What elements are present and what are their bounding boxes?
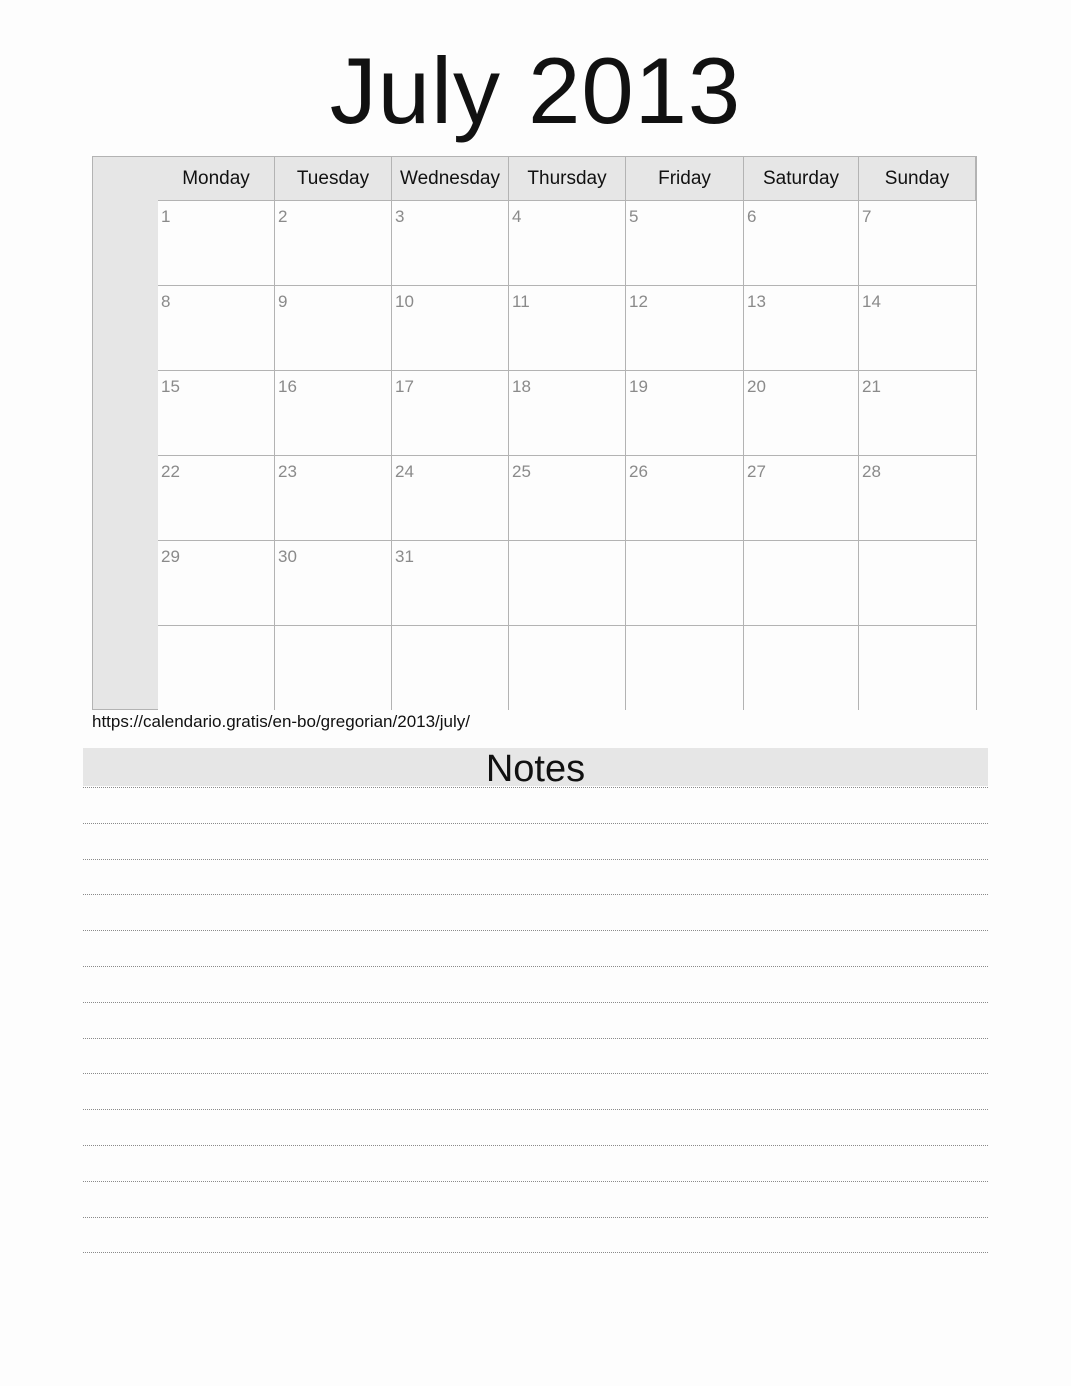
day-number: 15 (161, 377, 180, 396)
day-number: 1 (161, 207, 171, 226)
weekday-header: Thursday (509, 157, 626, 200)
week-number-column (93, 157, 159, 709)
calendar-grid (92, 156, 977, 710)
day-cell (859, 626, 976, 710)
day-number: 4 (512, 207, 522, 226)
note-line (83, 1073, 988, 1074)
day-cell (509, 541, 626, 626)
weekday-header: Saturday (744, 157, 859, 200)
day-number: 25 (512, 462, 531, 481)
day-number: 28 (862, 462, 881, 481)
day-number: 11 (512, 292, 530, 311)
day-number: 18 (512, 377, 531, 396)
day-cell (859, 541, 976, 626)
note-line (83, 859, 988, 860)
note-line (83, 1002, 988, 1003)
day-number: 6 (747, 207, 757, 226)
day-cell (626, 626, 744, 710)
day-number: 9 (278, 292, 288, 311)
weekday-header: Sunday (859, 157, 976, 200)
day-cell (626, 201, 744, 286)
day-cell (158, 456, 275, 541)
day-cell (626, 286, 744, 371)
day-number: 12 (629, 292, 648, 311)
day-cell (744, 456, 859, 541)
note-line (83, 966, 988, 967)
day-cell (626, 541, 744, 626)
day-number: 14 (862, 292, 881, 311)
weekday-header: Tuesday (275, 157, 392, 200)
day-cell (509, 201, 626, 286)
day-number: 5 (629, 207, 639, 226)
day-cell (744, 541, 859, 626)
weekday-header-row (158, 157, 976, 201)
day-cell (158, 201, 275, 286)
note-line (83, 894, 988, 895)
day-cell (744, 371, 859, 456)
weekday-header: Friday (626, 157, 744, 200)
day-cell (509, 626, 626, 710)
day-cell (275, 541, 392, 626)
day-number: 30 (278, 547, 297, 566)
note-line (83, 1217, 988, 1218)
day-cell (158, 371, 275, 456)
day-cell (275, 456, 392, 541)
day-number: 24 (395, 462, 414, 481)
day-cell (626, 456, 744, 541)
day-cell (744, 626, 859, 710)
note-line (83, 1109, 988, 1110)
day-cell (392, 541, 509, 626)
day-number: 27 (747, 462, 766, 481)
notes-title: Notes (83, 748, 988, 786)
weekday-header: Wednesday (392, 157, 509, 200)
source-url: https://calendario.gratis/en-bo/gregorian/2013/july/ (92, 712, 471, 731)
day-number: 20 (747, 377, 766, 396)
day-number: 16 (278, 377, 297, 396)
day-number: 2 (278, 207, 288, 226)
day-cell (509, 456, 626, 541)
day-number: 13 (747, 292, 766, 311)
day-number: 22 (161, 462, 180, 481)
note-line (83, 930, 988, 931)
day-number: 10 (395, 292, 414, 311)
note-line (83, 1038, 988, 1039)
day-cell (275, 286, 392, 371)
day-cell (859, 371, 976, 456)
day-cell (744, 286, 859, 371)
day-cell (859, 456, 976, 541)
day-cell (158, 541, 275, 626)
day-cell (509, 371, 626, 456)
day-cell (626, 371, 744, 456)
page-title: July 2013 (329, 38, 742, 143)
day-number: 19 (629, 377, 648, 396)
day-number: 29 (161, 547, 180, 566)
note-line (83, 1145, 988, 1146)
day-cell (509, 286, 626, 371)
day-cell (392, 456, 509, 541)
day-cell (392, 286, 509, 371)
day-number: 31 (395, 547, 414, 566)
day-cell (158, 626, 275, 710)
note-line (83, 787, 988, 788)
day-number: 21 (862, 377, 881, 396)
day-number: 26 (629, 462, 648, 481)
day-cell (859, 201, 976, 286)
day-cell (392, 201, 509, 286)
day-cell (859, 286, 976, 371)
day-number: 23 (278, 462, 297, 481)
day-cell (392, 626, 509, 710)
day-number: 7 (862, 207, 872, 226)
day-number: 3 (395, 207, 405, 226)
note-line (83, 1181, 988, 1182)
day-cell (275, 201, 392, 286)
day-number: 8 (161, 292, 171, 311)
note-line (83, 823, 988, 824)
day-cell (275, 371, 392, 456)
day-cell (744, 201, 859, 286)
weekday-header: Monday (158, 157, 275, 200)
day-cell (275, 626, 392, 710)
day-cell (392, 371, 509, 456)
note-line (83, 1252, 988, 1253)
day-cell (158, 286, 275, 371)
day-number: 17 (395, 377, 414, 396)
